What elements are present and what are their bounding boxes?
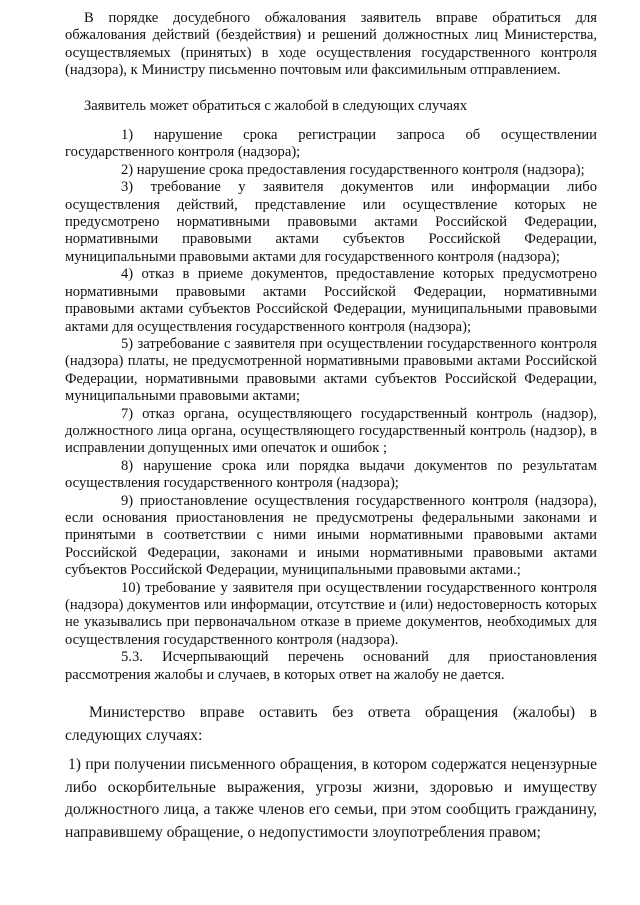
case-item-7: 7) отказ органа, осуществляющего государственный контроль (надзор), должностного лица органа, осуществляющего государственный контроль (надзор), в исправлении допущенных ими опечаток и ошибок ;	[65, 405, 597, 457]
case-item-5: 5) затребование с заявителя при осуществлении государственного контроля (надзора) платы, не предусмотренной нормативными правовыми актами Российской Федерации, нормативными правовыми актами субъектов Российской Федерации, муниципальными правовыми актами;	[65, 335, 597, 405]
cases-list	[65, 127, 597, 649]
case-item-3: 3) требование у заявителя документов или информации либо осуществления действий, представление или осуществление которых не предусмотрено нормативными правовыми актами Российской Федерации, нормативными правовыми актами субъектов Российской Федерации, муниципальными правовыми актами для государственного контроля (надзора);	[65, 179, 597, 265]
case-item-2: 2) нарушение срока предоставления государственного контроля (надзора);	[121, 161, 585, 178]
case-item-4: 4) отказ в приеме документов, предоставление которых предусмотрено нормативными правовыми актами Российской Федерации, нормативными правовыми актами субъектов Российской Федерации, муниципальными правовыми актами для осуществления государственного контроля (надзора);	[65, 266, 597, 335]
no-answer-heading: Министерство вправе оставить без ответа обращения (жалобы) в следующих случаях:	[65, 704, 597, 744]
case-item-1: 1) нарушение срока регистрации запроса об осуществлении государственного контроля (надзора);	[65, 127, 597, 161]
case-item-9: 9) приостановление осуществления государственного контроля (надзора), если основания приостановления не предусмотрены федеральными законами и принятыми в соответствии с ними иными нормативными правовыми актами Российской Федерации, законами и иными нормативными правовыми актами субъектов Российской Федерации, муниципальными правовыми актами.;	[65, 492, 597, 579]
cases-heading: Заявитель может обратиться с жалобой в следующих случаях	[84, 97, 468, 114]
case-item-10: 10) требование у заявителя при осуществлении государственного контроля (надзора) документов или информации, отсутствие и (или) недостоверность которых не указывались при первоначальном отказе в приеме документов, необходимых для осуществления государственного контроля (надзора).	[65, 579, 597, 648]
case-item-8: 8) нарушение срока или порядка выдачи документов по результатам осуществления государственного контроля (надзора);	[65, 457, 597, 492]
document-page	[65, 10, 597, 844]
intro-paragraph: В порядке досудебного обжалования заявитель вправе обратиться для обжалования действий (бездействия) и решений должностных лиц Министерства, осуществляемых (принятых) в ходе осуществления государственного контроля (надзора), к Министру письменно почтовым или факсимильным отправлением.	[65, 10, 597, 79]
section-5-3: 5.3. Исчерпывающий перечень оснований для приостановления рассмотрения жалобы и случаев, в которых ответ на жалобу не дается.	[65, 649, 597, 683]
no-answer-case-1: 1) при получении письменного обращения, в котором содержатся нецензурные либо оскорбительные выражения, угрозы жизни, здоровью и имуществу должностного лица, а также членов его семьи, при этом сообщить гражданину, направившему обращение, о недопустимости злоупотребления правом;	[65, 756, 597, 841]
